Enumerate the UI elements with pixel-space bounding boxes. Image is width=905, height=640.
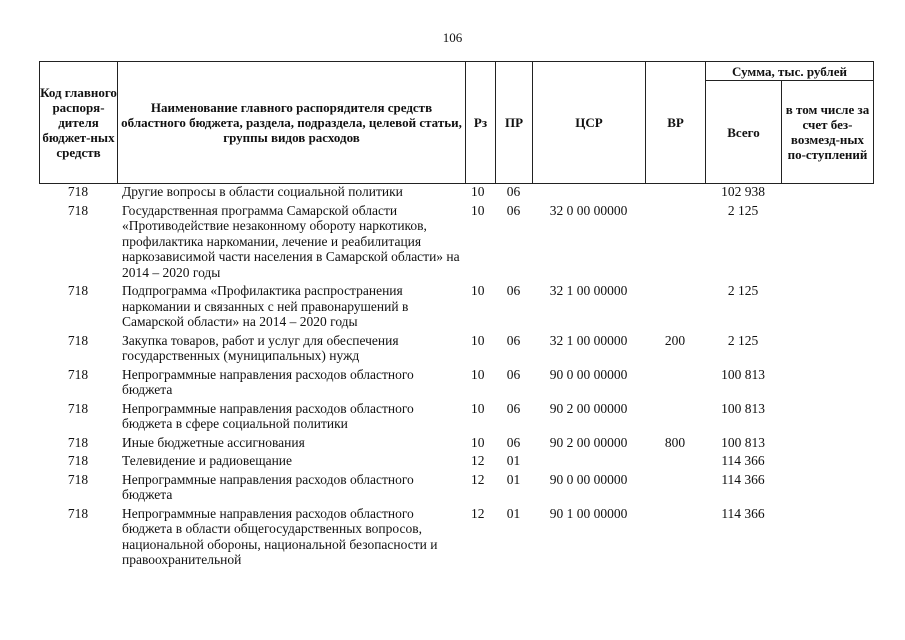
cell-pr: 06 [506, 184, 521, 199]
cell-csr [532, 184, 645, 200]
cell-total: 100 813 [721, 366, 765, 382]
table-row [39, 330, 873, 364]
cell-name: Другие вопросы в области социальной политики [122, 184, 403, 199]
header-pr: ПР [496, 62, 533, 184]
table-row [39, 364, 873, 398]
cell-vr [645, 398, 705, 432]
header-total: Всего [706, 81, 782, 184]
cell-name: Государственная программа Самарской области «Противодействие незаконному обороту наркотиков, профилактика наркомании, лечение и реабилитация наркозависимой части населения в Самарской области» на 2014 – 2020 годы [122, 202, 460, 280]
table-row [39, 398, 873, 432]
cell-name: Непрограммные направления расходов областного бюджета [122, 471, 414, 502]
cell-rz: 12 [471, 471, 485, 487]
cell-rz: 12 [471, 453, 485, 468]
header-code: Код главного распоря-дителя бюджет-ных средств [40, 62, 118, 184]
cell-rz: 12 [471, 505, 485, 521]
cell-total: 2 125 [727, 202, 759, 218]
cell-pr: 06 [506, 434, 521, 450]
cell-incl [781, 184, 873, 200]
cell-rz: 10 [471, 400, 485, 416]
cell-csr: 90 0 00 00000 [549, 366, 628, 382]
table-row [39, 200, 873, 281]
cell-csr: 90 1 00 00000 [549, 505, 628, 521]
cell-vr [645, 184, 705, 200]
header-incl: в том числе за счет без-возмезд-ных по-ступлений [782, 81, 874, 184]
cell-pr: 01 [506, 453, 521, 468]
cell-name: Непрограммные направления расходов областного бюджета в области общегосударственных вопросов, национальной обороны, национальной безопасности и правоохранительной [122, 505, 438, 567]
table-row [39, 469, 873, 503]
cell-total: 2 125 [727, 283, 759, 298]
cell-code: 718 [67, 453, 89, 468]
cell-rz: 10 [471, 434, 485, 450]
header-sum: Сумма, тыс. рублей [706, 62, 874, 81]
cell-pr: 01 [506, 471, 521, 487]
cell-vr [645, 200, 705, 281]
table-row [39, 450, 873, 469]
cell-code: 718 [67, 283, 89, 298]
cell-csr: 32 1 00 00000 [549, 283, 628, 298]
page-number: 106 [442, 30, 463, 45]
cell-incl [781, 280, 873, 330]
cell-name: Закупка товаров, работ и услуг для обеспечения государственных (муниципальных) нужд [122, 332, 399, 363]
cell-incl [781, 450, 873, 469]
table-row [39, 503, 873, 568]
cell-code: 718 [67, 332, 89, 348]
cell-pr: 06 [506, 202, 521, 218]
cell-name: Непрограммные направления расходов областного бюджета [122, 366, 414, 397]
cell-pr: 06 [506, 283, 521, 298]
cell-incl [781, 503, 873, 568]
cell-name: Подпрограмма «Профилактика распространения наркомании и связанных с ней правонарушений в Самарской области» на 2014 – 2020 годы [122, 283, 409, 329]
cell-code: 718 [67, 434, 89, 450]
table-header [39, 61, 874, 184]
cell-name: Непрограммные направления расходов областного бюджета в сфере социальной политики [122, 400, 414, 431]
cell-vr [645, 503, 705, 568]
cell-pr: 06 [506, 400, 521, 416]
cell-total: 100 813 [721, 400, 765, 416]
cell-rz: 10 [471, 332, 485, 348]
cell-rz: 10 [471, 202, 485, 218]
cell-code: 718 [67, 400, 89, 416]
table-row [39, 280, 873, 330]
cell-incl [781, 364, 873, 398]
header-vr: ВР [646, 62, 706, 184]
cell-code: 718 [67, 184, 89, 199]
cell-pr: 01 [506, 505, 521, 521]
cell-rz: 10 [471, 184, 485, 199]
cell-vr [645, 450, 705, 469]
table-row [39, 432, 873, 451]
cell-incl [781, 469, 873, 503]
cell-code: 718 [67, 471, 89, 487]
cell-incl [781, 330, 873, 364]
cell-code: 718 [67, 505, 89, 521]
cell-csr: 90 2 00 00000 [549, 400, 628, 416]
cell-total: 2 125 [727, 332, 759, 348]
header-name: Наименование главного распорядителя средств областного бюджета, раздела, подраздела, целевой статьи, группы видов расходов [118, 62, 466, 184]
cell-pr: 06 [506, 366, 521, 382]
cell-incl [781, 398, 873, 432]
cell-rz: 10 [471, 283, 485, 298]
cell-pr: 06 [506, 332, 521, 348]
cell-total: 114 366 [721, 453, 765, 468]
cell-csr: 32 1 00 00000 [549, 332, 628, 348]
cell-total: 102 938 [721, 184, 765, 199]
header-csr: ЦСР [533, 62, 646, 184]
table-body [39, 184, 873, 568]
cell-vr: 200 [664, 332, 686, 348]
cell-code: 718 [67, 366, 89, 382]
header-rz: Рз [466, 62, 496, 184]
cell-csr [532, 450, 645, 469]
cell-vr: 800 [664, 434, 686, 450]
cell-incl [781, 432, 873, 451]
cell-name: Телевидение и радиовещание [122, 453, 293, 468]
cell-vr [645, 469, 705, 503]
cell-name: Иные бюджетные ассигнования [122, 434, 305, 450]
cell-csr: 32 0 00 00000 [549, 202, 628, 218]
cell-vr [645, 364, 705, 398]
cell-vr [645, 280, 705, 330]
table-row [39, 184, 873, 200]
cell-total: 114 366 [721, 471, 765, 487]
cell-total: 114 366 [721, 505, 765, 521]
cell-incl [781, 200, 873, 281]
cell-total: 100 813 [721, 434, 765, 450]
cell-csr: 90 2 00 00000 [549, 434, 628, 450]
cell-csr: 90 0 00 00000 [549, 471, 628, 487]
cell-rz: 10 [471, 366, 485, 382]
cell-code: 718 [67, 202, 89, 218]
